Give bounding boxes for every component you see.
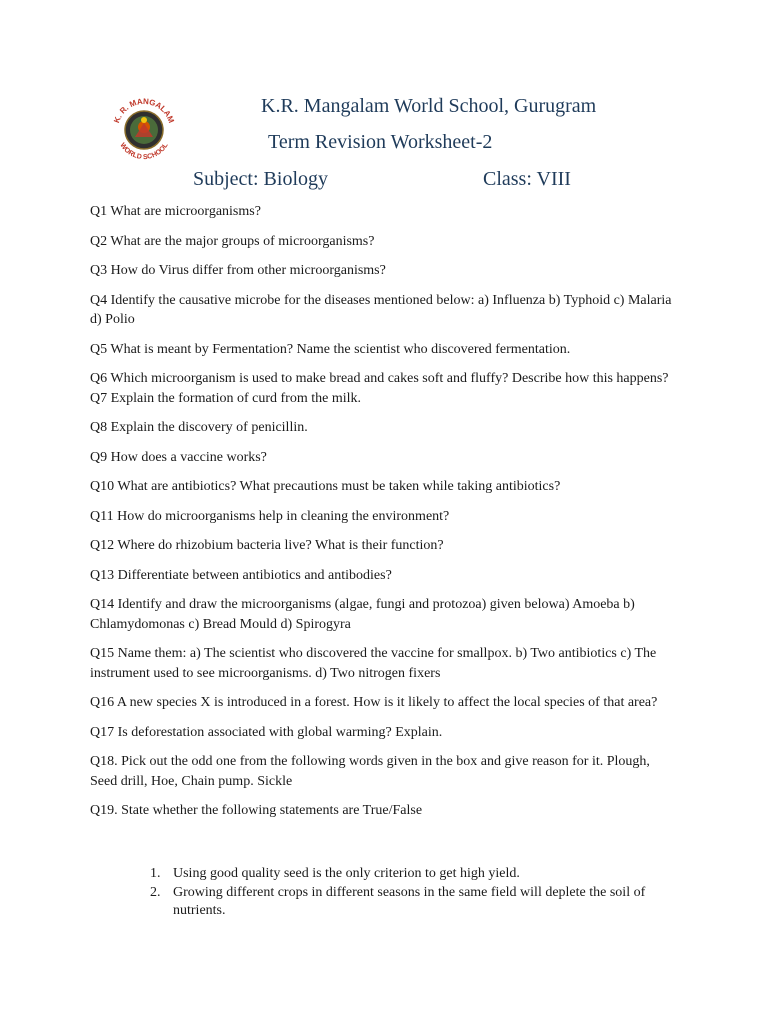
svg-text:K. R. MANGALAM: K. R. MANGALAM bbox=[112, 96, 176, 125]
question: Q11 How do microorganisms help in cleaning the environment? bbox=[90, 508, 450, 524]
statement-number: 1. bbox=[150, 866, 161, 881]
statement-item bbox=[150, 865, 680, 884]
question: Q5 What is meant by Fermentation? Name the scientist who discovered fermentation. bbox=[90, 341, 571, 357]
question: Q14 Identify and draw the microorganisms (algae, fungi and protozoa) given belowa) Amoeba b) Chlamydomonas c) Bread Mould d) Spirogyra bbox=[90, 597, 635, 632]
question: Q19. State whether the following statements are True/False bbox=[90, 803, 423, 818]
question: Q1 What are microorganisms? bbox=[90, 204, 261, 219]
school-logo bbox=[109, 95, 179, 165]
question: Q18. Pick out the odd one from the following words given in the box and give reason for it. Plough, Seed drill, Hoe, Chain pump. Sickle bbox=[90, 754, 650, 789]
question-list bbox=[90, 202, 680, 831]
subject-label: Subject: Biology bbox=[193, 168, 328, 190]
question: Q12 Where do rhizobium bacteria live? What is their function? bbox=[90, 538, 444, 553]
true-false-statements bbox=[150, 865, 680, 921]
question: Q10 What are antibiotics? What precautions must be taken while taking antibiotics? bbox=[90, 479, 561, 494]
statement-number: 2. bbox=[150, 884, 161, 900]
question: Q8 Explain the discovery of penicillin. bbox=[90, 420, 308, 435]
question: Q4 Identify the causative microbe for the diseases mentioned below: a) Influenza b) Typhoid c) Malaria d) Polio bbox=[90, 292, 672, 327]
question: Q3 How do Virus differ from other microorganisms? bbox=[90, 263, 386, 278]
question: Q16 A new species X is introduced in a forest. How is it likely to affect the local species of that area? bbox=[90, 695, 658, 710]
question: Q2 What are the major groups of microorganisms? bbox=[90, 233, 375, 249]
statement-text: Using good quality seed is the only criterion to get high yield. bbox=[173, 866, 520, 881]
question: Q13 Differentiate between antibiotics and antibodies? bbox=[90, 567, 392, 583]
question: Q17 Is deforestation associated with global warming? Explain. bbox=[90, 724, 443, 740]
question: Q15 Name them: a) The scientist who discovered the vaccine for smallpox. b) Two antibiotics c) The instrument used to see microorganisms. d) Two nitrogen fixers bbox=[90, 646, 657, 681]
question: Q9 How does a vaccine works? bbox=[90, 449, 267, 465]
question: Q6 Which microorganism is used to make bread and cakes soft and fluffy? Describe how this happens? Q7 Explain the formation of curd from the milk. bbox=[90, 371, 669, 406]
statement-text: Growing different crops in different seasons in the same field will deplete the soil of nutrients. bbox=[173, 884, 646, 918]
worksheet-title: Term Revision Worksheet-2 bbox=[268, 131, 493, 153]
svg-text:WORLD SCHOOL: WORLD SCHOOL bbox=[118, 141, 170, 162]
school-name: K.R. Mangalam World School, Gurugram bbox=[261, 95, 597, 117]
statement-item bbox=[150, 884, 680, 921]
class-label: Class: VIII bbox=[483, 168, 571, 190]
